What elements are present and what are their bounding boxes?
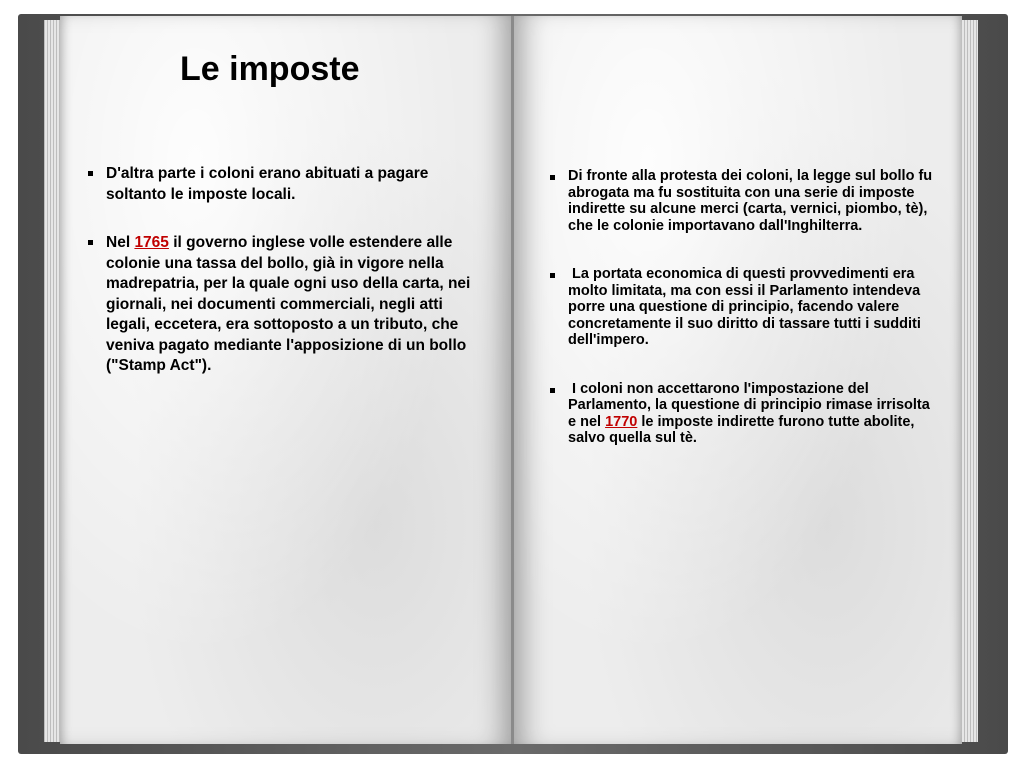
bullet-text: D'altra parte i coloni erano abituati a pagare soltanto le imposte locali. <box>106 165 429 203</box>
list-item <box>550 381 935 447</box>
bullet-text-before: I coloni non accettarono l'impostazione del Parlamento, la questione di principio rimase irrisolta e nel <box>568 380 934 430</box>
list-item <box>88 164 478 205</box>
list-item <box>550 168 935 234</box>
square-bullet-icon <box>550 273 555 278</box>
year-link-1765[interactable]: 1765 <box>134 234 169 251</box>
year-link-1770[interactable]: 1770 <box>605 413 638 430</box>
list-item <box>550 266 935 349</box>
book-spine <box>511 16 514 744</box>
bullet-text: La portata economica di questi provvedimenti era molto limitata, ma con essi il Parlamento intendeva porre una questione di principio, facendo valere concretamente il suo diritto di tassare tutti i sudditi dell'impero. <box>568 266 925 348</box>
square-bullet-icon <box>88 171 93 176</box>
page-title: Le imposte <box>180 50 360 88</box>
list-item <box>88 233 478 377</box>
right-bullet-list <box>550 168 935 479</box>
bullet-text-after: le imposte indirette furono tutte abolite, salvo quella sul tè. <box>568 413 915 446</box>
bullet-text-after: il governo inglese volle estendere alle colonie una tassa del bollo, già in vigore nella madrepatria, per la quale ogni uso della carta, nei giornali, nei documenti commerciali, negli atti legali, eccetera, era sottoposto a un tributo, che veniva pagato mediante l'apposizione di un bollo ("Stamp Act"). <box>106 234 471 374</box>
page-edges-right <box>962 20 978 742</box>
left-bullet-list <box>88 164 478 405</box>
bullet-text: Di fronte alla protesta dei coloni, la legge sul bollo fu abrogata ma fu sostituita con una serie di imposte indirette su alcune merci (carta, vernici, piombo, tè), che le colonie importavano dall'Inghilterra. <box>568 168 933 234</box>
square-bullet-icon <box>550 175 555 180</box>
square-bullet-icon <box>88 240 93 245</box>
bullet-text-before: Nel <box>106 234 135 251</box>
square-bullet-icon <box>550 388 555 393</box>
